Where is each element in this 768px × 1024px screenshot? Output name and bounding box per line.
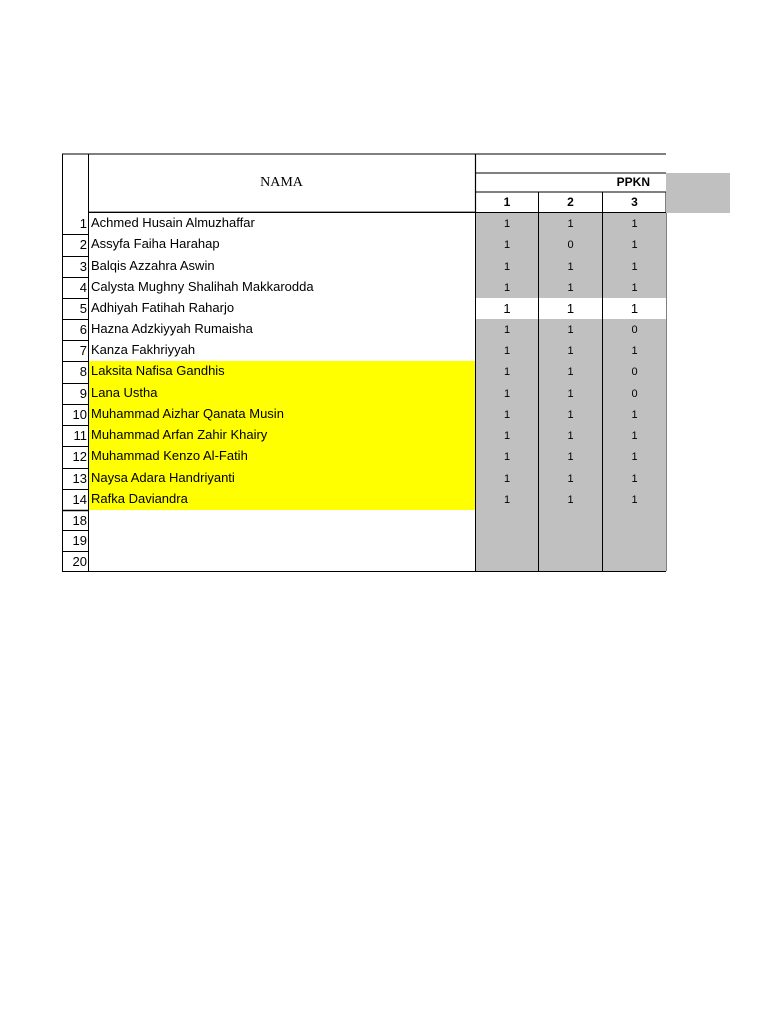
score-cell[interactable]: 1: [476, 256, 538, 277]
student-name-cell[interactable]: Lana Ustha: [89, 383, 475, 404]
score-cell[interactable]: [476, 530, 538, 551]
row-number-cell[interactable]: 12: [72, 449, 87, 464]
score-cell[interactable]: 0: [603, 319, 666, 340]
score-cell[interactable]: 1: [476, 319, 538, 340]
score-cell[interactable]: 1: [476, 446, 538, 468]
score-cell[interactable]: [539, 510, 602, 530]
student-name-cell[interactable]: Laksita Nafisa Gandhis: [89, 361, 475, 383]
score-cell[interactable]: 1: [603, 213, 666, 234]
score-cell[interactable]: [539, 530, 602, 551]
row-number-cell[interactable]: 8: [79, 364, 87, 379]
score-cell[interactable]: 1: [603, 425, 666, 446]
student-name-cell[interactable]: Assyfa Faiha Harahap: [89, 234, 475, 256]
student-name-cell[interactable]: Rafka Daviandra: [89, 489, 475, 510]
header-name-cell[interactable]: NAMA: [260, 175, 303, 190]
score-cell[interactable]: 1: [603, 489, 666, 510]
score-cell[interactable]: 1: [539, 277, 602, 298]
side-grey-block: [666, 173, 730, 213]
student-name-cell[interactable]: Naysa Adara Handriyanti: [89, 468, 475, 489]
row-number-cell[interactable]: 18: [72, 513, 87, 528]
row-number-cell[interactable]: 20: [72, 554, 87, 569]
score-cell[interactable]: 1: [476, 340, 538, 361]
row-number-cell[interactable]: 3: [79, 259, 87, 274]
student-name-cell[interactable]: Calysta Mughny Shalihah Makkarodda: [89, 277, 475, 298]
score-cell[interactable]: 1: [476, 361, 538, 383]
score-cell[interactable]: 1: [476, 383, 538, 404]
score-cell[interactable]: 1: [476, 298, 538, 319]
score-cell[interactable]: 1: [539, 319, 602, 340]
score-cell[interactable]: 1: [476, 404, 538, 425]
score-cell[interactable]: 1: [476, 213, 538, 234]
header-subject-cell[interactable]: PPKN: [616, 175, 650, 189]
score-cell[interactable]: 1: [539, 383, 602, 404]
score-cell[interactable]: 1: [539, 446, 602, 468]
score-cell[interactable]: [476, 551, 538, 571]
score-cell[interactable]: 1: [476, 234, 538, 256]
score-cell[interactable]: 1: [603, 468, 666, 489]
score-cell[interactable]: [539, 551, 602, 571]
score-cell[interactable]: 0: [603, 361, 666, 383]
row-number-cell[interactable]: 9: [79, 386, 87, 401]
row-number-cell[interactable]: 6: [79, 322, 87, 337]
score-cell[interactable]: [603, 510, 666, 530]
score-cell[interactable]: 1: [603, 404, 666, 425]
student-name-cell[interactable]: Kanza Fakhriyyah: [89, 340, 475, 361]
row-number-cell[interactable]: 7: [79, 343, 87, 358]
student-name-cell[interactable]: [89, 510, 475, 530]
score-cell[interactable]: 1: [603, 277, 666, 298]
score-cell[interactable]: [603, 530, 666, 551]
score-cell[interactable]: 1: [539, 256, 602, 277]
score-cell[interactable]: 1: [539, 489, 602, 510]
header-col-1[interactable]: 1: [503, 195, 511, 209]
row-number-cell[interactable]: 5: [79, 301, 87, 316]
header-col-3[interactable]: 3: [631, 195, 638, 209]
score-cell[interactable]: [476, 510, 538, 530]
student-name-cell[interactable]: Hazna Adzkiyyah Rumaisha: [89, 319, 475, 340]
score-cell[interactable]: 1: [603, 298, 666, 319]
score-cell[interactable]: 1: [476, 489, 538, 510]
score-cell[interactable]: 1: [539, 361, 602, 383]
header-col-2[interactable]: 2: [567, 195, 574, 209]
score-cell[interactable]: 0: [603, 383, 666, 404]
row-number-cell[interactable]: 11: [73, 428, 87, 443]
row-number-cell[interactable]: 2: [79, 237, 87, 252]
row-number-cell[interactable]: 14: [72, 492, 87, 507]
row-number-cell[interactable]: 4: [79, 280, 87, 295]
student-name-cell[interactable]: Muhammad Kenzo Al-Fatih: [89, 446, 475, 468]
student-name-cell[interactable]: Muhammad Arfan Zahir Khairy: [89, 425, 475, 446]
score-cell[interactable]: 1: [539, 468, 602, 489]
score-cell[interactable]: 1: [539, 404, 602, 425]
row-number-cell[interactable]: 1: [79, 216, 87, 231]
score-cell[interactable]: 1: [539, 298, 602, 319]
row-number-cell[interactable]: 19: [72, 533, 87, 548]
student-name-cell[interactable]: Balqis Azzahra Aswin: [89, 256, 475, 277]
score-cell[interactable]: 1: [539, 213, 602, 234]
score-cell[interactable]: 0: [539, 234, 602, 256]
student-name-cell[interactable]: Achmed Husain Almuzhaffar: [89, 213, 475, 234]
student-name-cell[interactable]: [89, 530, 475, 551]
student-name-cell[interactable]: Adhiyah Fatihah Raharjo: [89, 298, 475, 319]
row-number-cell[interactable]: 10: [72, 407, 87, 422]
score-cell[interactable]: 1: [539, 425, 602, 446]
score-cell[interactable]: 1: [476, 468, 538, 489]
score-cell[interactable]: 1: [603, 446, 666, 468]
score-cell[interactable]: [603, 551, 666, 571]
score-cell[interactable]: 1: [539, 340, 602, 361]
score-cell[interactable]: 1: [603, 256, 666, 277]
row-number-cell[interactable]: 13: [72, 471, 87, 486]
student-name-cell[interactable]: [89, 551, 475, 571]
score-cell[interactable]: 1: [603, 340, 666, 361]
student-name-cell[interactable]: Muhammad Aizhar Qanata Musin: [89, 404, 475, 425]
score-cell[interactable]: 1: [603, 234, 666, 256]
score-cell[interactable]: 1: [476, 425, 538, 446]
score-cell[interactable]: 1: [476, 277, 538, 298]
